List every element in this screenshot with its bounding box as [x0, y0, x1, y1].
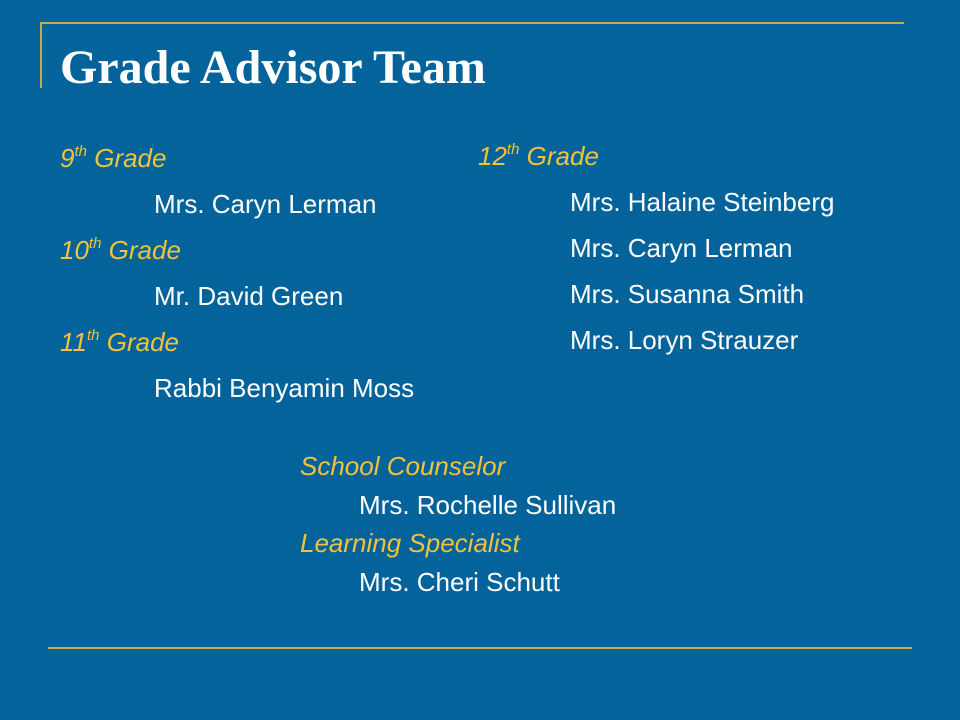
grade-9-label	[60, 142, 166, 174]
grade-10-advisor: Mr. David Green	[154, 281, 344, 311]
grade-10-label	[60, 234, 181, 266]
grade-12-label	[478, 140, 599, 172]
grade-10-suffix: th	[88, 235, 102, 252]
grade-9-number: 9	[60, 143, 75, 173]
grade-11-label	[60, 326, 179, 358]
grade-12-suffix: th	[506, 141, 520, 158]
learning-specialist-name: Mrs. Cheri Schutt	[359, 567, 560, 597]
grade-12-advisor-2: Mrs. Caryn Lerman	[570, 233, 793, 263]
grade-12-word: Grade	[526, 141, 599, 171]
grade-12-advisor-3: Mrs. Susanna Smith	[570, 279, 805, 309]
grade-12-advisor-4: Mrs. Loryn Strauzer	[570, 325, 799, 355]
grade-9-advisor: Mrs. Caryn Lerman	[154, 189, 377, 219]
bottom-rule	[48, 647, 912, 649]
grade-12-advisor-1: Mrs. Halaine Steinberg	[570, 187, 835, 217]
school-counselor-role: School Counselor	[300, 451, 506, 481]
grade-11-suffix: th	[87, 327, 100, 344]
grade-11-word: Grade	[106, 327, 180, 357]
grade-9-word: Grade	[94, 143, 167, 173]
grade-9-suffix: th	[74, 143, 87, 160]
slide-title: Grade Advisor Team	[60, 41, 486, 94]
learning-specialist-role: Learning Specialist	[300, 528, 520, 558]
left-rule	[40, 22, 42, 88]
grade-10-word: Grade	[108, 235, 181, 265]
school-counselor-name: Mrs. Rochelle Sullivan	[359, 490, 617, 520]
grade-10-number: 10	[60, 235, 89, 265]
grade-11-number: 11	[60, 327, 87, 357]
top-rule	[40, 22, 904, 24]
grade-12-number: 12	[478, 141, 507, 171]
grade-11-advisor: Rabbi Benyamin Moss	[154, 373, 415, 403]
